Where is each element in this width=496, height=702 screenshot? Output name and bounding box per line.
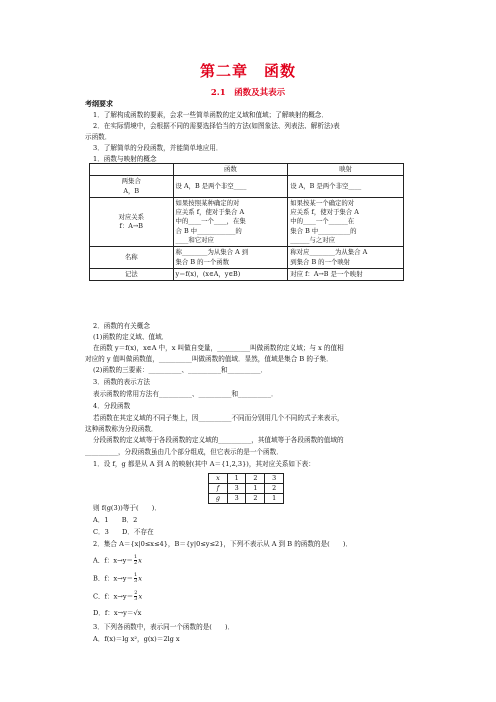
- table-row: [209, 474, 284, 484]
- cell-line: 称对应________为从集合 A: [290, 248, 368, 257]
- body-line: 这种函数称为分段函数．: [85, 425, 158, 433]
- table-cell: 2: [265, 484, 284, 494]
- cell-line: 两集合: [121, 177, 141, 186]
- table-cell: 设 A，B 是两个非空____: [173, 176, 288, 198]
- table-cell: 2: [246, 474, 265, 484]
- question-2-option-c: [93, 591, 142, 602]
- table-cell: [288, 247, 404, 269]
- denominator: 3: [134, 578, 138, 584]
- variable: x: [138, 556, 142, 565]
- table-header-function: 函数: [173, 164, 288, 176]
- cell-line: 集合 B 的一个函数: [175, 257, 230, 266]
- body-line: 若函数在其定义域的不同子集上，因__________不同而分别用几个不同的式子来表示，: [93, 414, 344, 422]
- body-line: 对应的 y 值叫做函数值，__________叫做函数的值域．显然，值域是集合 B 的子集．: [85, 355, 333, 363]
- table-row: [209, 494, 284, 504]
- table-cell: y＝f(x)，(x∈A，y∈B): [173, 268, 288, 280]
- table-row: [90, 247, 404, 269]
- mapping-value-table: [208, 473, 284, 504]
- cell-line: ____和它对应: [175, 235, 214, 244]
- table-row: [90, 176, 404, 198]
- denominator: 3: [134, 596, 138, 602]
- objective-line: 1．函数与映射的概念: [93, 155, 157, 163]
- variable: x: [138, 592, 143, 601]
- cell-line: 应关系 f，使对于集合 A: [175, 208, 245, 217]
- cell-line: ______与之对应: [290, 235, 335, 244]
- table-cell: [90, 176, 174, 198]
- question-2-option-a: [93, 555, 142, 566]
- table-cell: [90, 197, 174, 246]
- option-text: A．f：x→y＝: [93, 556, 133, 565]
- cell-line: 中的____一个______在: [290, 217, 355, 226]
- table-row: [90, 164, 404, 176]
- objective-line: 2．在实际情境中，会根据不同的需要选择恰当的方法(如图象法、列表法、解析法)表: [93, 122, 340, 130]
- table-row: [209, 484, 284, 494]
- question-1-stem: 则 f(g(3))等于( )．: [93, 504, 161, 512]
- fraction: [134, 591, 137, 602]
- chapter-title: 第二章 函数: [199, 62, 296, 80]
- table-cell: 3: [227, 484, 246, 494]
- table-row: [90, 268, 404, 280]
- section-subtitle: 2.1 函数及其表示: [210, 88, 286, 98]
- cell-line: A，B: [123, 186, 140, 195]
- table-cell: 对应 f：A→B 是一个映射: [288, 268, 404, 280]
- table-cell: [90, 164, 174, 176]
- fraction: [134, 555, 137, 566]
- cell-line: 如果按某一个确定的对: [290, 198, 355, 207]
- body-line: 4．分段函数: [93, 402, 131, 410]
- question-3-stem: 3．下列各函数中，表示同一个函数的是( )．: [93, 623, 235, 631]
- fraction: [134, 573, 137, 584]
- numerator: 1: [133, 554, 138, 560]
- table-cell: [173, 197, 288, 246]
- objective-line: 1．了解构成函数的要素，会求一些简单函数的定义域和值域；了解映射的概念．: [93, 111, 328, 119]
- cell-line: 中的____一个____，在集: [175, 217, 246, 226]
- objective-line: 示函数．: [85, 133, 112, 141]
- cell-line: 对应关系: [118, 212, 145, 221]
- body-line: __________，分段函数虽由几个部分组成，但它表示的是一个函数．: [85, 448, 283, 456]
- body-line: (1)函数的定义域、值域．: [93, 333, 169, 341]
- cell-line: 应关系 f，使对于集合 A: [290, 208, 359, 217]
- body-line: 表示函数的常用方法有__________、__________和__________．: [93, 390, 278, 398]
- option-text: B．f：x→y＝: [93, 574, 134, 583]
- option-text: C．f：x→y＝: [93, 592, 134, 601]
- body-line: 在函数 y＝f(x)，x∈A 中，x 叫做自变量，__________叫做函数的定义域；与 x 的值相: [93, 344, 344, 352]
- cell-line: 称________为从集合 A 到: [175, 248, 249, 257]
- table-cell: x: [209, 474, 228, 484]
- table-cell: 1: [227, 474, 246, 484]
- variable: x: [138, 574, 142, 583]
- section-heading: 考纲要求: [85, 99, 113, 108]
- question-2-option-d: D．f：x→y＝√x: [93, 609, 142, 617]
- table-cell: 1: [246, 484, 265, 494]
- cell-line: 如果按照某种确定的对: [175, 198, 240, 207]
- cell-line: f：A→B: [119, 222, 143, 231]
- table-cell: g: [209, 494, 228, 504]
- question-3-option-a: A．f(x)＝lg x²，g(x)＝2lg x: [93, 635, 180, 643]
- body-line: 分段函数的定义域等于各段函数的定义域的__________，其值域等于各段函数的值域的: [93, 436, 344, 444]
- question-1-options: A．1 B．2: [93, 516, 138, 524]
- numerator: 2: [134, 590, 138, 596]
- table-cell: 2: [246, 494, 265, 504]
- table-cell: [288, 197, 404, 246]
- table-cell: [173, 247, 288, 269]
- body-line: 1．设 f，g 都是从 A 到 A 的映射(其中 A＝{1,2,3})，其对应关系如下表：: [93, 460, 315, 468]
- body-line: 3．函数的表示方法: [93, 378, 150, 386]
- cell-line: 合 B 中____________的: [175, 226, 242, 235]
- table-cell: 记法: [90, 268, 174, 280]
- table-header-mapping: 映射: [288, 164, 404, 176]
- function-mapping-table: [89, 163, 404, 281]
- objective-line: 3．了解简单的分段函数，并能简单地应用．: [93, 144, 223, 152]
- cell-line: 到集合 B 的一个映射: [290, 257, 351, 266]
- table-cell: 3: [227, 494, 246, 504]
- denominator: 2: [133, 560, 138, 566]
- numerator: 1: [134, 572, 138, 578]
- body-line: 2．函数的有关概念: [93, 322, 150, 330]
- table-row: [90, 197, 404, 246]
- table-cell: 1: [265, 494, 284, 504]
- question-2-stem: 2．集合 A＝{x|0≤x≤4}，B＝{y|0≤y≤2}，下列不表示从 A 到 B 的函数的是( )．: [93, 540, 353, 548]
- table-cell: f: [209, 484, 228, 494]
- table-cell: 3: [265, 474, 284, 484]
- cell-line: 集合 B 中__________的: [290, 226, 357, 235]
- question-2-option-b: [93, 573, 142, 584]
- body-line: (2)函数的三要素：__________、__________和__________．: [93, 366, 268, 374]
- table-cell: 名称: [90, 247, 174, 269]
- question-1-options: C．3 D．不存在: [93, 528, 154, 536]
- table-cell: 设 A，B 是两个非空____: [288, 176, 404, 198]
